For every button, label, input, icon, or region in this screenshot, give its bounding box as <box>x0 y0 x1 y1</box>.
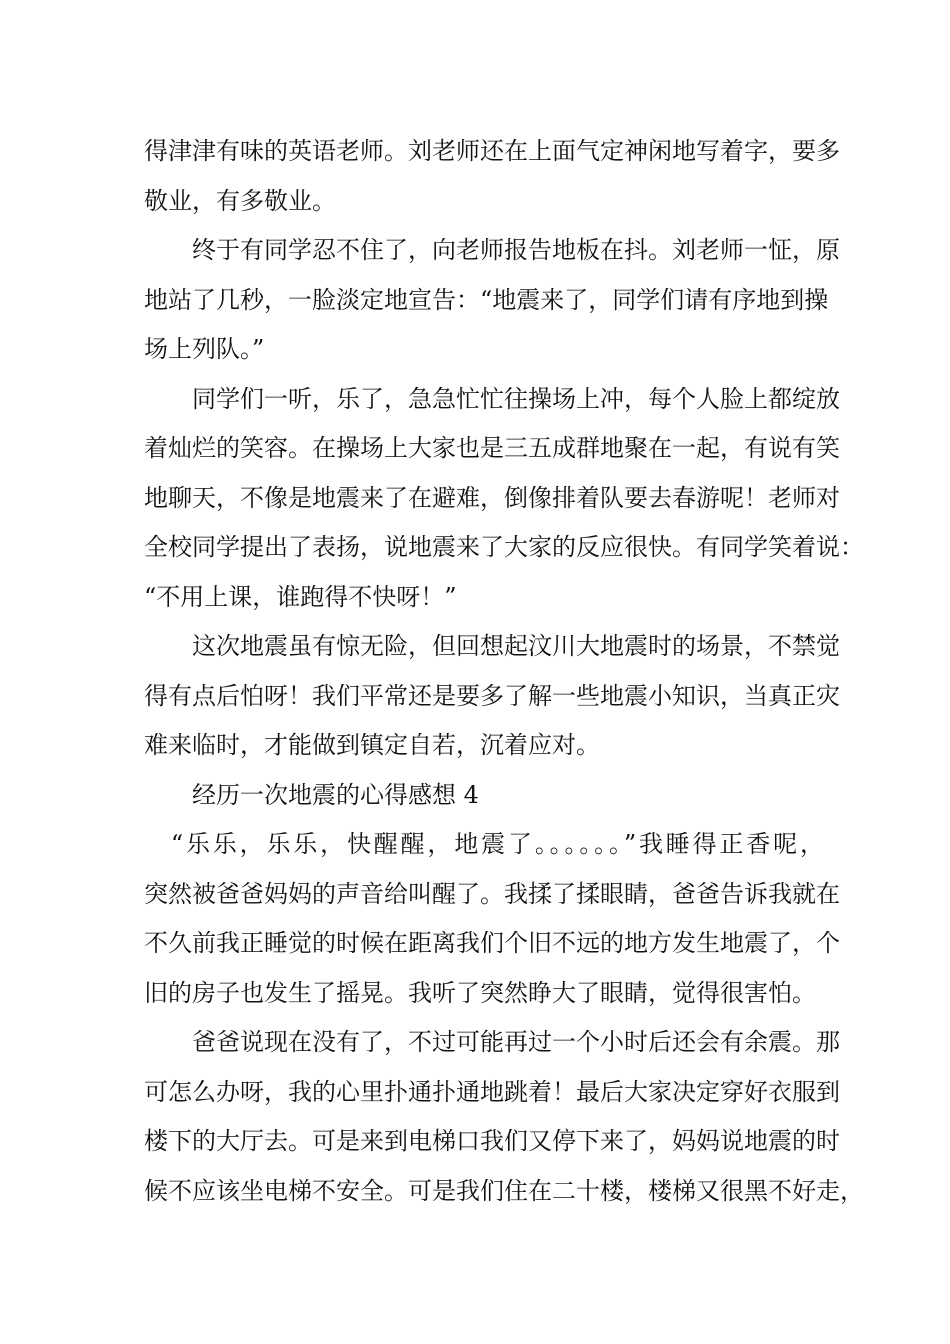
text-line: 可怎么办呀，我的心里扑通扑通地跳着！最后大家决定穿好衣服到 <box>144 1077 840 1106</box>
text-line: 得有点后怕呀！我们平常还是要多了解一些地震小知识，当真正灾 <box>144 681 840 710</box>
section-heading: 经历一次地震的心得感想 4 <box>144 780 479 809</box>
text-line: 难来临时，才能做到镇定自若，沉着应对。 <box>144 731 600 759</box>
text-line: 地聊天，不像是地震来了在避难，倒像排着队要去春游呢！老师对 <box>144 483 840 512</box>
text-line: 同学们一听，乐了，急急忙忙往操场上冲，每个人脸上都绽放 <box>144 384 840 413</box>
text-line: 爸爸说现在没有了，不过可能再过一个小时后还会有余震。那 <box>144 1028 840 1056</box>
body-text <box>144 127 864 1216</box>
text-line: 不久前我正睡觉的时候在距离我们个旧不远的地方发生地震了，个 <box>144 929 840 957</box>
text-line: 候不应该坐电梯不安全。可是我们住在二十楼，楼梯又很黑不好走， <box>144 1176 864 1205</box>
text-line: 全校同学提出了表扬，说地震来了大家的反应很快。有同学笑着说： <box>144 533 864 561</box>
text-line: “不用上课，谁跑得不快呀！” <box>144 582 457 611</box>
text-line: 得津津有味的英语老师。刘老师还在上面气定神闲地写着字，要多 <box>144 137 840 165</box>
text-line: 这次地震虽有惊无险，但回想起汶川大地震时的场景，不禁觉 <box>144 632 840 660</box>
text-line: 楼下的大厅去。可是来到电梯口我们又停下来了，妈妈说地震的时 <box>144 1127 840 1155</box>
text-line: 着灿烂的笑容。在操场上大家也是三五成群地聚在一起，有说有笑 <box>144 434 840 462</box>
text-line: 场上列队。” <box>144 335 265 363</box>
text-line: 突然被爸爸妈妈的声音给叫醒了。我揉了揉眼睛，爸爸告诉我就在 <box>144 879 840 908</box>
text-line: 敬业，有多敬业。 <box>144 186 336 215</box>
text-line: 旧的房子也发生了摇晃。我听了突然睁大了眼睛，觉得很害怕。 <box>144 978 816 1007</box>
text-line: 地站了几秒，一脸淡定地宣告：“地震来了，同学们请有序地到操 <box>144 285 829 314</box>
text-line: “乐乐，乐乐，快醒醒，地震了。。。。。。”我睡得正香呢， <box>144 830 824 858</box>
text-line: 终于有同学忍不住了，向老师报告地板在抖。刘老师一怔，原 <box>144 236 840 264</box>
